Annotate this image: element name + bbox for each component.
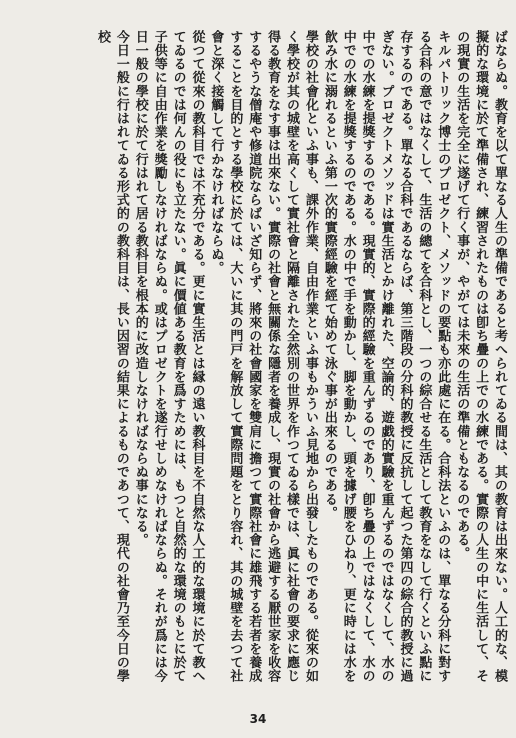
paragraph-1: ばならぬ。教育を以て單なる人生の準備であると考へられてゐる間は、其の教育は出來ない。人工的な、模擬的な環境に於て準備され、練習されたものは卽ち疊の上での水練である。實際の人生の中に生活して、その現實の生活を完全に遂げて行く事が、やがては未來の生活の準備ともなるのである。 (454, 30, 507, 683)
vertical-text-body (10, 30, 508, 690)
page-number: 34 (249, 712, 267, 726)
paragraph-5: 今日一般に行はれてゐる形式的の教科目は、長い因習の結果によるものであつて、現代の社會乃至今日の學校 (94, 30, 129, 683)
paragraph-2: キルパトリック博士のプロゼクト、メソッドの要點も亦此處に在る。合科法といふのは、單なる分科に對する合科の意ではなくして、生活の總てを合科とし、一つの綜合せる生活として教育をなして行くといふ點に存するのである。單なる合科であるならば、第三階段の分科的教授に反抗して起つた第四の綜合的教授に過ぎない。プロゼクトメソッドは實生活とかけ離れた、空論的、遊戯的實驗を重んずるのではなくして、水の中での水練を提獎するのである。現實的、實際的經驗を重んずるのであり、卽ち疊の上ではなくして、水の中での水練を提獎するのである。水の中で手を動かし、脚を動かし、頭を據げ腰をひねり、更に時には水を飮み水に溺れるといふ第一次的實際經驗を經て始めて泳ぐ事が出來るのである。 (321, 30, 451, 683)
paragraph-4: 從つて從來の教科目では不充分である。更に實生活とは縁の遠い教科目を不自然な人工的な環境に於て教へてゐるのでは何んの役にも立たない。眞に價値ある教育を爲すためには、もつと自然的な環境のもとに於て子供等に自由作業を獎勵しなければならぬ。或はプロゼクトを遂行せしめなければならぬ。それが爲には今日一般の學校に於て行はれて居る教科目を根本的に改造しなければならぬ事になる。 (132, 30, 205, 683)
paragraph-3: 學校の社會化といふ事も、課外作業、自由作業といふ事もかういふ見地から出發したものである。從來の如く學校が其の城壁を高くして實社會と隔離された全然別の世界を作つてゐる樣では、眞に社會の要求に應じ得る教育をなす事は出來ない。實際の社會と無關係な隱者を養成し、現實の社會から逃避する厭世家を收容するやうな僧庵や修道院ならばいざ知らず、將來の社會國家を雙肩に擔つて實際社會に雄飛する若者を養成することを目的とする學校に於ては、大いに其の門戸を解放して實際問題をとり容れ、其の城壁を去つて社會と深く接觸して行かなければならぬ。 (208, 30, 318, 683)
